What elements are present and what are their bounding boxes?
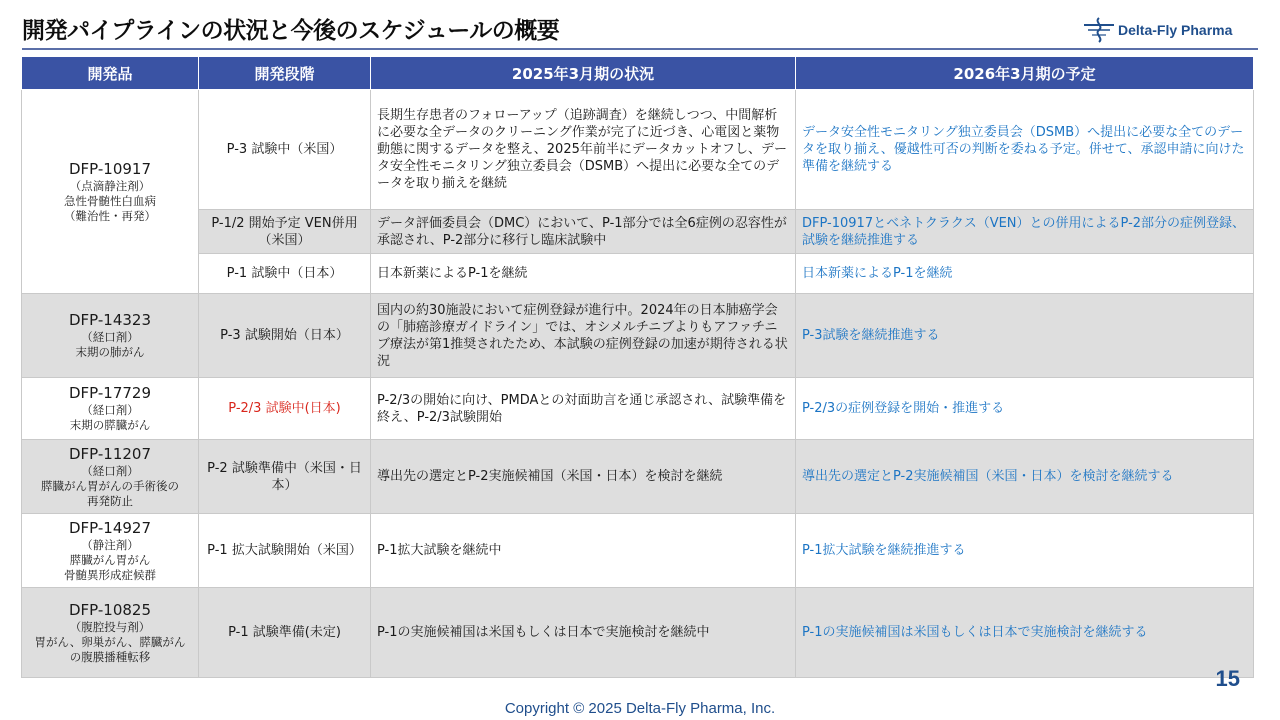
- delta-fly-logo-icon: [1082, 16, 1116, 44]
- status-cell: 長期生存患者のフォローアップ（追跡調査）を継続しつつ、中間解析に必要な全データのクリーニング作業が完了に近づき、心電図と薬物動態に関するデータを整え、2025年前半にデータカットオフし、データ安全性モニタリング独立委員会（DSMB）へ提出に必要な全てのデータを取り揃えを継続: [371, 90, 796, 210]
- header-status-2025: 2025年3月期の状況: [371, 57, 796, 90]
- plan-cell: P-1の実施候補国は米国もしくは日本で実施検討を継続する: [796, 588, 1254, 678]
- product-formulation: （経口剤）: [81, 330, 139, 344]
- product-indication: 末期の肺がん: [75, 345, 145, 359]
- status-cell: 国内の約30施設において症例登録が進行中。2024年の日本肺癌学会の「肺癌診療ガイドライン」では、オシメルチニブよりもアファチニブ療法が第1推奨されたため、本試験の症例登録の加速が期待される状況: [371, 294, 796, 378]
- table-row: [22, 210, 1254, 254]
- plan-cell: 導出先の選定とP-2実施候補国（米国・日本）を検討を継続する: [796, 440, 1254, 514]
- table-row: [22, 440, 1254, 514]
- stage-cell: P-1 試験準備(未定): [199, 588, 371, 678]
- plan-cell: 日本新薬によるP-1を継続: [796, 254, 1254, 294]
- page-number: 15: [1215, 666, 1240, 691]
- product-name: DFP-14927: [68, 518, 152, 537]
- product-formulation: （経口剤）: [81, 403, 139, 417]
- logo-text: Delta-Fly Pharma: [1118, 22, 1233, 38]
- product-indication: 骨髄異形成症候群: [64, 567, 156, 582]
- plan-cell: P-1拡大試験を継続推進する: [796, 514, 1254, 588]
- pipeline-table: [21, 56, 1254, 678]
- plan-cell: データ安全性モニタリング独立委員会（DSMB）へ提出に必要な全てのデータを取り揃え、優越性可否の判断を委ねる予定。併せて、承認申請に向けた準備を継続する: [796, 90, 1254, 210]
- product-cell: [22, 294, 199, 378]
- table-row: [22, 588, 1254, 678]
- product-indication: 胃がん、卵巣がん、膵臓がん: [34, 634, 186, 649]
- table-header-row: [22, 57, 1254, 90]
- status-cell: データ評価委員会（DMC）において、P-1部分では全6症例の忍容性が承認され、P-2部分に移行し臨床試験中: [371, 210, 796, 254]
- company-logo: [1082, 16, 1232, 44]
- product-cell: [22, 90, 199, 294]
- header-product: 開発品: [22, 57, 199, 90]
- plan-cell: P-2/3の症例登録を開始・推進する: [796, 378, 1254, 440]
- stage-cell: P-1/2 開始予定 VEN併用（米国）: [199, 210, 371, 254]
- stage-cell: P-1 試験中（日本）: [199, 254, 371, 294]
- product-indication: （難治性・再発）: [64, 208, 156, 223]
- product-indication: 膵臓がん胃がん: [69, 552, 151, 567]
- title-divider: [22, 48, 1258, 50]
- product-formulation: （静注剤）: [81, 537, 139, 552]
- product-indication: の腹膜播種転移: [69, 649, 151, 664]
- stage-cell: P-2 試験準備中（米国・日本）: [199, 440, 371, 514]
- product-name: DFP-10825: [68, 600, 152, 619]
- product-name: DFP-14323: [68, 311, 152, 329]
- product-cell: [22, 378, 199, 440]
- table-row: [22, 90, 1254, 210]
- product-name: DFP-11207: [68, 444, 152, 463]
- plan-cell: DFP-10917とベネトクラクス（VEN）との併用によるP-2部分の症例登録、試験を継続推進する: [796, 210, 1254, 254]
- product-indication: 膵臓がん胃がんの手術後の: [41, 478, 179, 493]
- product-cell: [22, 440, 199, 514]
- product-formulation: （経口剤）: [81, 463, 139, 478]
- product-cell: [22, 588, 199, 678]
- product-indication: 再発防止: [87, 493, 133, 508]
- stage-cell: P-3 試験開始（日本）: [199, 294, 371, 378]
- product-formulation: （点滴静注剤）: [69, 178, 151, 193]
- stage-cell: P-3 試験中（米国）: [199, 90, 371, 210]
- status-cell: 日本新薬によるP-1を継続: [371, 254, 796, 294]
- product-formulation: （腹腔投与剤）: [69, 619, 151, 634]
- product-name: DFP-10917: [68, 159, 152, 178]
- page-title: 開発パイプラインの状況と今後のスケジュールの概要: [22, 18, 560, 44]
- product-indication: 末期の膵臓がん: [69, 418, 151, 432]
- stage-cell: P-2/3 試験中(日本): [199, 378, 371, 440]
- product-name: DFP-17729: [68, 384, 152, 402]
- status-cell: P-1の実施候補国は米国もしくは日本で実施検討を継続中: [371, 588, 796, 678]
- status-cell: 導出先の選定とP-2実施候補国（米国・日本）を検討を継続: [371, 440, 796, 514]
- copyright-text: Copyright © 2025 Delta-Fly Pharma, Inc.: [504, 700, 776, 717]
- table-row: [22, 254, 1254, 294]
- plan-cell: P-3試験を継続推進する: [796, 294, 1254, 378]
- table-row: [22, 514, 1254, 588]
- header-stage: 開発段階: [199, 57, 371, 90]
- table-row: [22, 294, 1254, 378]
- status-cell: P-2/3の開始に向け、PMDAとの対面助言を通じ承認され、試験準備を終え、P-2/3試験開始: [371, 378, 796, 440]
- status-cell: P-1拡大試験を継続中: [371, 514, 796, 588]
- product-indication: 急性骨髄性白血病: [64, 193, 156, 208]
- stage-cell: P-1 拡大試験開始（米国）: [199, 514, 371, 588]
- header-plan-2026: 2026年3月期の予定: [796, 57, 1254, 90]
- product-cell: [22, 514, 199, 588]
- table-row: [22, 378, 1254, 440]
